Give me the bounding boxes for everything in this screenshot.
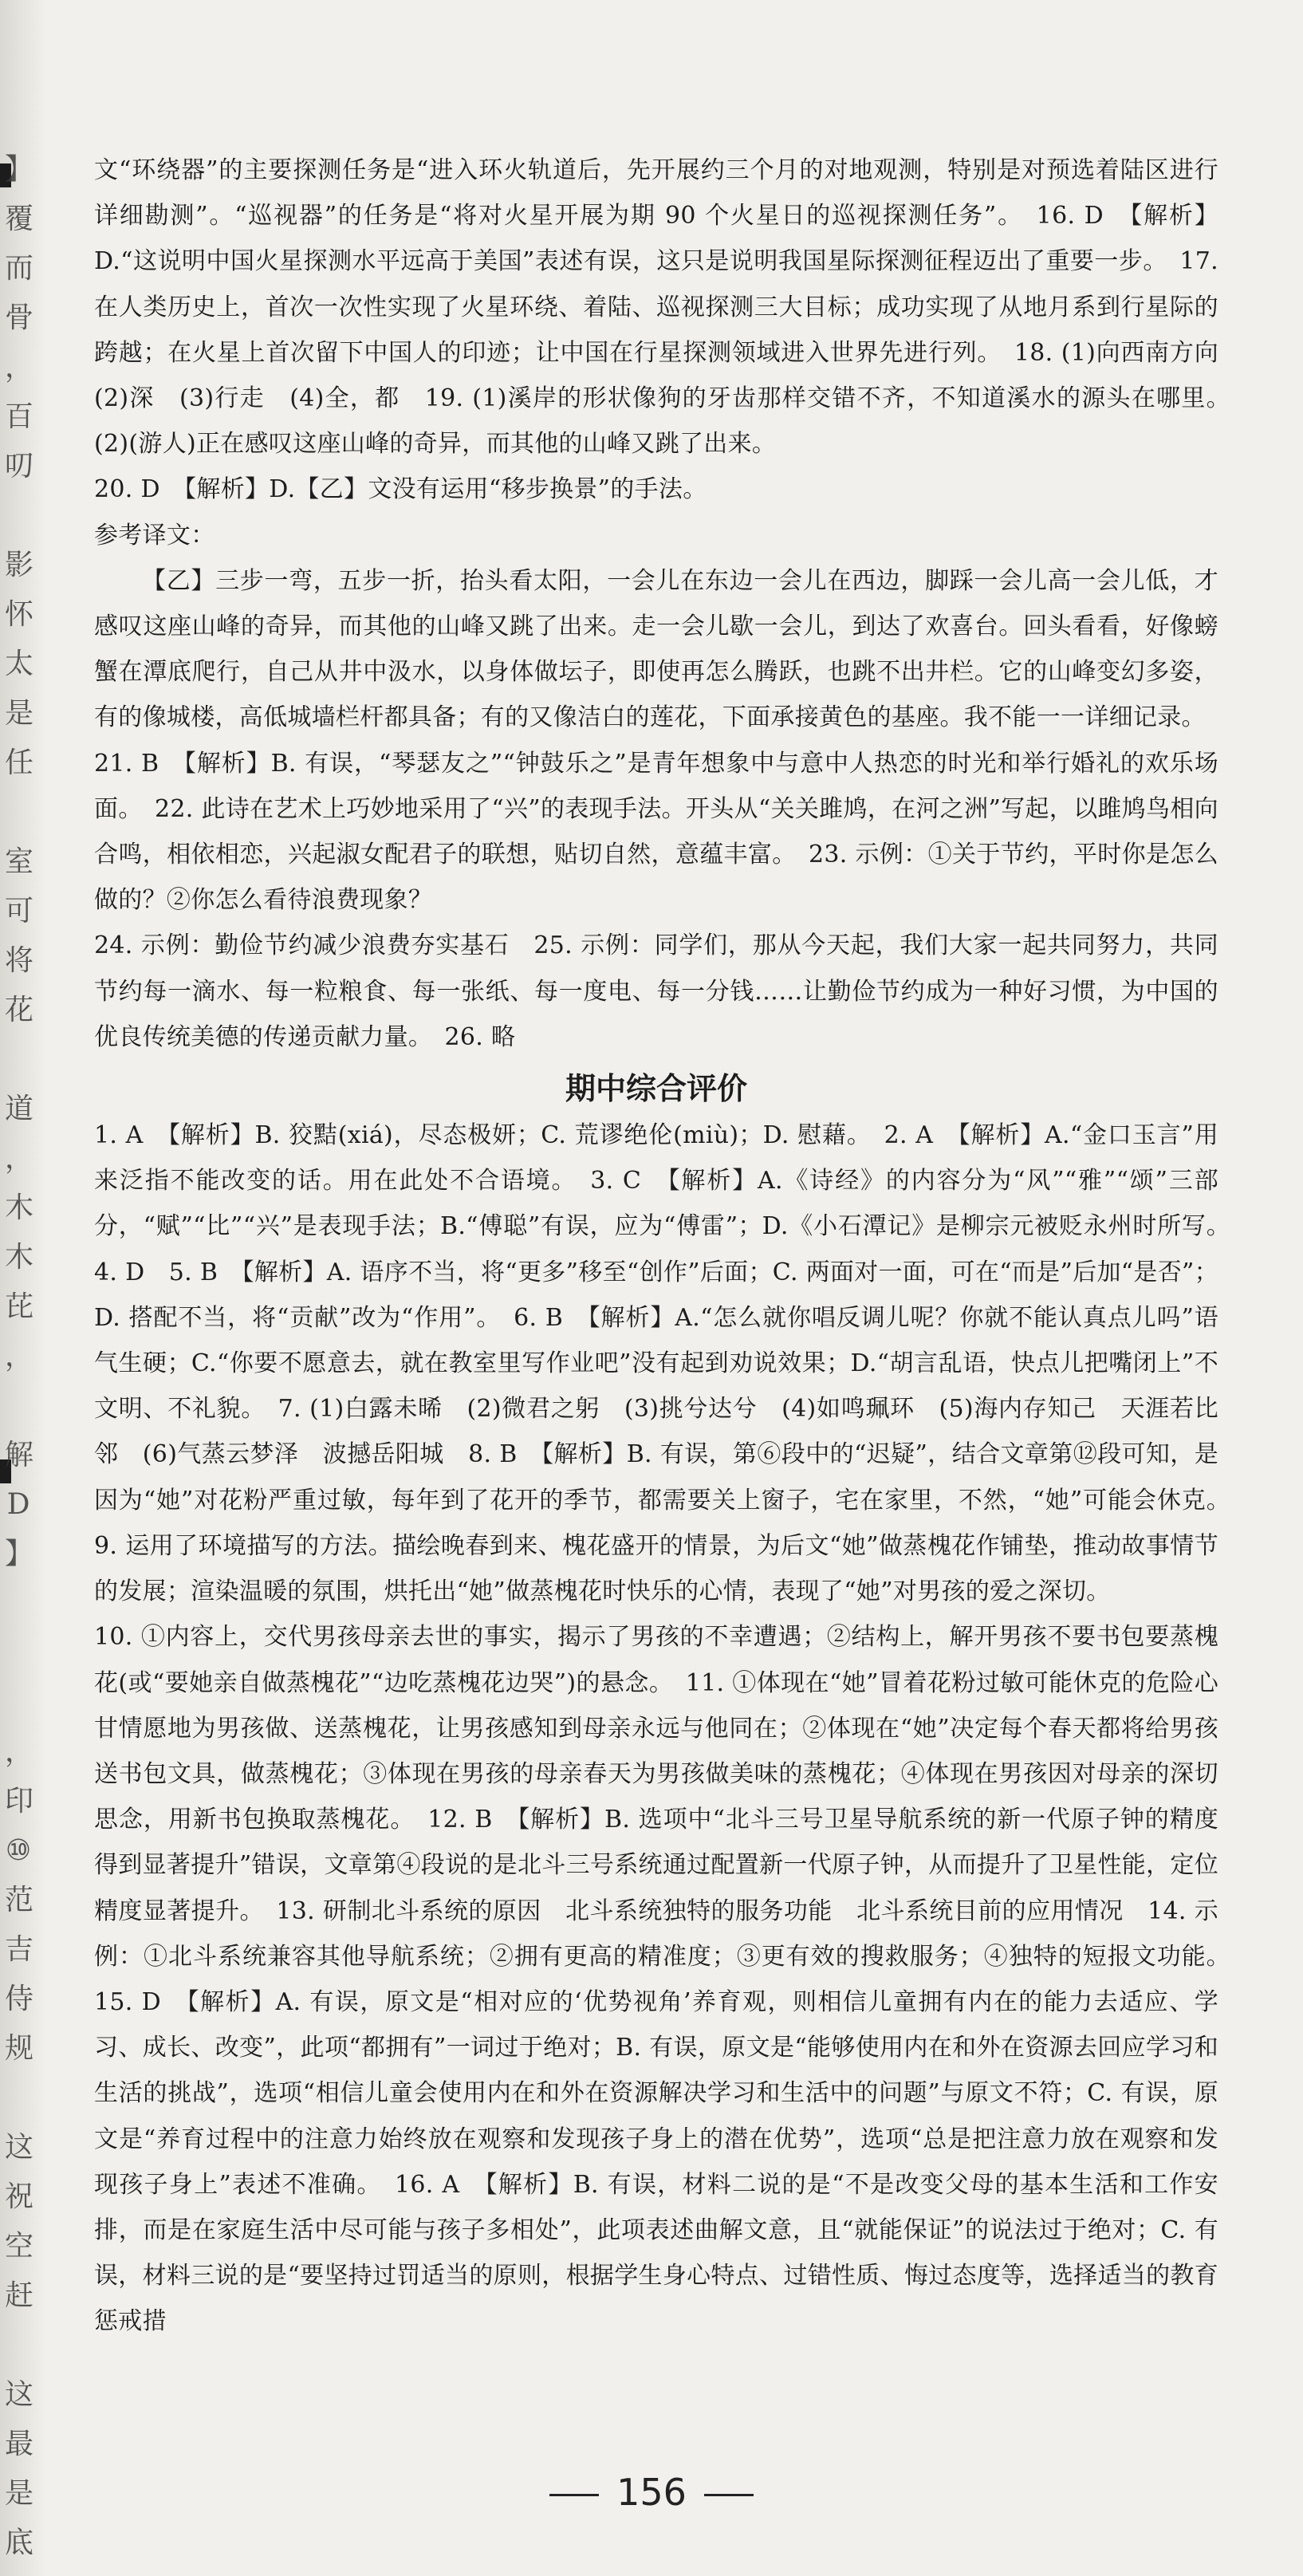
margin-char: 范	[5, 1884, 34, 1916]
margin-char: ⑩	[5, 1834, 32, 1867]
margin-char: 底	[5, 2527, 34, 2559]
margin-char: 这	[5, 2131, 34, 2164]
left-margin-strip	[0, 0, 45, 2576]
document-body	[94, 148, 1243, 2345]
answer-paragraph: 1. A 【解析】B. 狡黠(xiá)，尽态极妍；C. 荒谬绝伦(miù)；D. 慰藉。 2. A 【解析】A.“金口玉言”用来泛指不能改变的话。用在此处不合语境。 3. C 【解析】A.《诗经》的内容分为“风”“雅”“颂”三部分，“赋”“比”“兴”是表现手法；B.“傅聪”有误，应为“傅雷”；D.《小石潭记》是柳宗元被贬永州时所写。 4. D 5. B 【解析】A. 语序不当，将“更多”移至“创作”后面；C. 两面对一面，可在“而是”后加“是否”；D. 搭配不当，将“贡献”改为“作用”。 6. B 【解析】A.“怎么就你唱反调儿呢？你就不能认真点儿吗”语气生硬；C.“你要不愿意去，就在教室里写作业吧”没有起到劝说效果；D.“胡言乱语，快点儿把嘴闭上”不文明、不礼貌。 7. (1)白露未晞 (2)微君之躬 (3)挑兮达兮 (4)如鸣珮环 (5)海内存知己 天涯若比邻 (6)气蒸云梦泽 波撼岳阳城 8. B 【解析】B. 有误，第⑥段中的“迟疑”，结合文章第⑫段可知，是因为“她”对花粉严重过敏，每年到了花开的季节，都需要关上窗子，宅在家里，不然，“她”可能会休克。 9. 运用了环境描写的方法。描绘晚春到来、槐花盛开的情景，为后文“她”做蒸槐花作铺垫，推动故事情节的发展；渲染温暖的氛围，烘托出“她”做蒸槐花时快乐的心情，表现了“她”对男孩的爱之深切。	[94, 1121, 1243, 1606]
margin-char: 室	[5, 845, 34, 878]
footer-dash-right	[704, 2494, 754, 2496]
answer-paragraph: 10. ①内容上，交代男孩母亲去世的事实，揭示了男孩的不幸遭遇；②结构上，解开男孩不要书包要蒸槐花(或“要她亲自做蒸槐花”“边吃蒸槐花边哭”)的悬念。 11. ①体现在“她”冒着花粉过敏可能休克的危险心甘情愿地为男孩做、送蒸槐花，让男孩感知到母亲永远与他同在；②体现在“她”决定每个春天都将给男孩送书包文具，做蒸槐花；③体现在男孩的母亲春天为男孩做美味的蒸槐花；④体现在男孩因对母亲的深切思念，用新书包换取蒸槐花。 12. B 【解析】B. 选项中“北斗三号卫星导航系统的新一代原子钟的精度得到显著提升”错误，文章第④段说的是北斗三号系统通过配置新一代原子钟，从而提升了卫星性能，定位精度显著提升。 13. 研制北斗系统的原因 北斗系统独特的服务功能 北斗系统目前的应用情况 14. 示例：①北斗系统兼容其他导航系统；②拥有更高的精准度；③更有效的搜救服务；④独特的短报文功能。 15. D 【解析】A. 有误，原文是“相对应的‘优势视角’养育观，则相信儿童拥有内在的能力去适应、学习、成长、改变”，此项“都拥有”一词过于绝对；B. 有误，原文是“能够使用内在和外在资源去回应学习和生活的挑战”，选项“相信儿童会使用内在和外在资源解决学习和生活中的问题”与原文不符；C. 有误，原文是“养育过程中的注意力始终放在观察和发现孩子身上的潜在优势”，选项“总是把注意力放在观察和发现孩子身上”表述不准确。 16. A 【解析】B. 有误，材料二说的是“不是改变父母的基本生活和工作安排，而是在家庭生活中尽可能与孩子多相处”，此项表述曲解文意，且“就能保证”的说法过于绝对；C. 有误，材料三说的是“要坚持过罚适当的原则，根据学生身心特点、过错性质、悔过态度等，选择适当的教育惩戒措	[94, 1623, 1243, 2336]
margin-char: 怀	[5, 598, 34, 631]
margin-char: 百	[5, 400, 34, 433]
margin-char: 】	[5, 1538, 34, 1570]
margin-char: 影	[5, 549, 34, 581]
answer-paragraph: 21. B 【解析】B. 有误，“琴瑟友之”“钟鼓乐之”是青年想象中与意中人热恋的时光和举行婚礼的欢乐场面。 22. 此诗在艺术上巧妙地采用了“兴”的表现手法。开头从“关关雎鸠，在河之洲”写起，以雎鸠鸟相向合鸣，相依相恋，兴起淑女配君子的联想，贴切自然，意蕴丰富。 23. 示例：①关于节约，平时你是怎么做的？②你怎么看待浪费现象？	[94, 749, 1218, 915]
margin-char: 最	[5, 2428, 34, 2460]
margin-char: ，	[5, 1340, 34, 1373]
margin-char: 道	[5, 1093, 34, 1125]
margin-char: ，	[5, 351, 34, 384]
margin-char: 叨	[5, 450, 34, 483]
margin-char: 侍	[5, 1983, 34, 2015]
margin-char: 是	[5, 2477, 34, 2510]
margin-char: ，	[5, 1142, 34, 1175]
margin-char: 而	[5, 252, 34, 285]
answer-paragraph: 20. D 【解析】D.【乙】文没有运用“移步换景”的手法。	[94, 475, 707, 504]
margin-char: 】	[5, 153, 34, 186]
margin-char: 芘	[5, 1290, 34, 1323]
margin-char: 吉	[5, 1933, 34, 1966]
margin-char: 花	[5, 994, 34, 1026]
margin-char: D	[6, 1488, 30, 1521]
margin-char: 解	[5, 1439, 34, 1471]
margin-char: 规	[5, 2032, 34, 2065]
footer-dash-left	[549, 2494, 599, 2496]
margin-char: 骨	[5, 301, 34, 334]
translation-paragraph: 【乙】三步一弯，五步一折，抬头看太阳，一会儿在东边一会儿在西边，脚踩一会儿高一会儿低，才感叹这座山峰的奇异，而其他的山峰又跳了出来。走一会儿歇一会儿，到达了欢喜台。回头看看，好像螃蟹在潭底爬行，自己从井中汲水，以身体做坛子，即使再怎么腾跃，也跳不出井栏。它的山峰变幻多姿，有的像城楼，高低城墙栏杆都具备；有的又像洁白的莲花，下面承接黄色的基座。我不能一一详细记录。	[94, 566, 1218, 732]
answer-paragraph: 24. 示例：勤俭节约减少浪费夯实基石 25. 示例：同学们，那从今天起，我们大家一起共同努力，共同节约每一滴水、每一粒粮食、每一张纸、每一度电、每一分钱……让勤俭节约成为一种好习惯，为中国的优良传统美德的传递贡献力量。 26. 略	[94, 932, 1218, 1051]
margin-char: 空	[5, 2230, 34, 2263]
page-footer	[0, 2468, 1303, 2516]
margin-char: 可	[5, 895, 34, 928]
page-number: 156	[616, 2471, 687, 2514]
margin-char: 任	[5, 746, 34, 779]
margin-char: 太	[5, 648, 34, 680]
margin-char: 将	[5, 944, 34, 977]
margin-char: ，	[5, 1735, 34, 1768]
section-title: 期中综合评价	[565, 1070, 747, 1107]
margin-char: 赶	[5, 2279, 34, 2312]
margin-char: 木	[5, 1191, 34, 1224]
margin-char: 印	[5, 1785, 34, 1818]
margin-char: 祝	[5, 2180, 34, 2213]
margin-char: 木	[5, 1241, 34, 1274]
margin-char: 是	[5, 697, 34, 730]
translation-heading: 参考译文：	[94, 521, 215, 549]
margin-char: 覆	[5, 203, 34, 235]
answer-paragraph: 文“环绕器”的主要探测任务是“进入环火轨道后，先开展约三个月的对地观测，特别是对预选着陆区进行详细勘测”。“巡视器”的任务是“将对火星开展为期 90 个火星日的巡视探测任务”。 16. D 【解析】D.“这说明中国火星探测水平远高于美国”表述有误，这只是说明我国星际探测征程迈出了重要一步。 17. 在人类历史上，首次一次性实现了火星环绕、着陆、巡视探测三大目标；成功实现了从地月系到行星际的跨越；在火星上首次留下中国人的印迹；让中国在行星探测领域进入世界先进行列。 18. (1)向西南方向 (2)深 (3)行走 (4)全，都 19. (1)溪岸的形状像狗的牙齿那样交错不齐，不知道溪水的源头在哪里。 (2)(游人)正在感叹这座山峰的奇异，而其他的山峰又跳了出来。	[94, 156, 1243, 459]
margin-char: 这	[5, 2378, 34, 2411]
